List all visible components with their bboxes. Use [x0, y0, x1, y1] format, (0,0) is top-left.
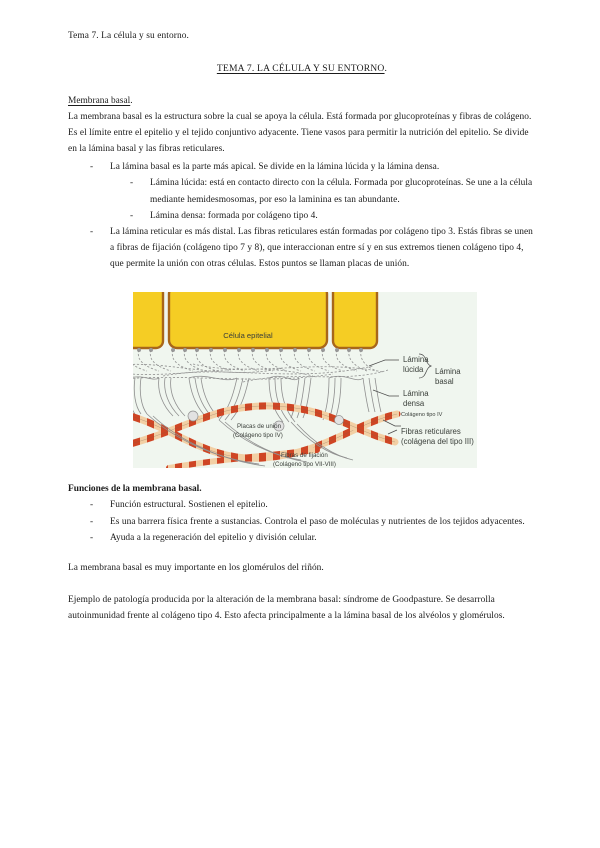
membrana-basal-paragraph: La membrana basal es la estructura sobre la cual se apoya la célula. Está formada por glucoproteínas y fibras de colágeno. Es el límite entre el epitelio y el tejido conjuntivo adyacente. Tiene vasos para permitir la nutrición del epitelio. Se divide en la lámina basal y las fibras reticulares. [68, 111, 532, 155]
lamina-basal-subbullets [68, 175, 536, 224]
list-item [68, 514, 536, 530]
figure-label-fibras-reticulares-line2: (colágena del tipo III) [401, 437, 474, 447]
page-title-period: . [384, 62, 388, 74]
list-item [68, 497, 536, 513]
list-item-text: La lámina basal es la parte más apical. Se divide en la lámina lúcida y la lámina densa. [110, 162, 440, 173]
figure-label-fibras-fijacion-line1: Fibras de fijación [281, 452, 328, 460]
bullet-dash-icon: - [130, 178, 134, 189]
figure-label-lamina-lucida-line1: Lámina [403, 355, 429, 365]
running-head: Tema 7. La célula y su entorno. [68, 31, 189, 41]
page-title-text: TEMA 7. LA CÉLULA Y SU ENTORNO [216, 62, 385, 74]
document-body [68, 30, 536, 626]
closing-paragraph-2: Ejemplo de patología producida por la alteración de la membrana basal: síndrome de Goodpasture. Se desarrolla autoinmunidad frente al colágeno tipo 4. Esto afecta principalmente a la lámina basal de los alvéolos y glomérulos. [68, 595, 505, 622]
list-item [68, 530, 536, 546]
bullet-dash-icon: - [90, 500, 94, 511]
paragraph-spacer [68, 546, 536, 560]
bullet-dash-icon: - [90, 226, 94, 237]
figure-canvas [133, 292, 477, 468]
figure-label-fibras-fijacion-line2: (Colágeno tipo VII-VIII) [273, 461, 336, 469]
figure-label-lamina-lucida-line2: lúcida [403, 365, 424, 375]
list-item-text: Función estructural. Sostienen el epitelio. [110, 500, 268, 511]
bullet-dash-icon: - [130, 210, 134, 221]
list-item [68, 159, 536, 224]
figure-label-lamina-basal-line1: Lámina [435, 367, 461, 377]
figure-label-fibras-reticulares-line1: Fibras reticulares [401, 427, 461, 437]
figure-label-lamina-densa-line2: densa [403, 399, 425, 409]
figure-label-celula-epitelial: Célula epitelial [223, 331, 273, 341]
list-item-text: Es una barrera física frente a sustancias. Controla el paso de moléculas y nutrientes de los tejidos adyacentes. [110, 516, 525, 527]
paragraph-spacer [68, 578, 536, 592]
figure-label-placas-union-line1: Placas de unión [237, 423, 282, 431]
section-heading-membrana-basal [68, 96, 536, 106]
list-item [68, 208, 536, 224]
list-item [68, 224, 536, 273]
list-item-text: La lámina reticular es más distal. Las fibras reticulares están formadas por colágeno tipo 3. Estás fibras se unen a fibras de fijación (colágeno tipo 7 y 8), que interaccionan entre sí y en sus extremos tienen colágeno tipo 4, que permite la unión con otras células. Estos puntos se llaman placas de unión. [110, 226, 533, 270]
bullet-dash-icon: - [90, 516, 94, 527]
figure-label-placas-union-line2: (Colágeno tipo IV) [233, 432, 283, 440]
list-item-text: Ayuda a la regeneración del epitelio y división celular. [110, 532, 317, 543]
figure-label-colageno-tipo-iv: Colágeno tipo IV [401, 412, 443, 419]
bullet-dash-icon: - [90, 162, 94, 173]
list-item [68, 175, 536, 207]
list-item-text: Lámina densa: formada por colágeno tipo 4. [150, 210, 318, 221]
figure-membrana-basal [133, 292, 477, 468]
page-title [68, 63, 536, 74]
section-heading-membrana-basal-text: Membrana basal [68, 95, 131, 106]
section-heading-membrana-basal-period: . [130, 95, 133, 106]
figure-label-lamina-densa-line1: Lámina [403, 389, 429, 399]
epithelial-cells [133, 292, 377, 348]
membrana-basal-diagram [133, 292, 477, 468]
membrana-basal-bullets [68, 159, 536, 272]
bullet-dash-icon: - [90, 532, 94, 543]
closing-paragraph-1: La membrana basal es muy importante en los glomérulos del riñón. [68, 562, 324, 573]
figure-label-lamina-basal-line2: basal [435, 377, 454, 387]
list-item-text: Lámina lúcida: está en contacto directo con la célula. Formada por glucoproteínas. Se une a la célula mediante hemidesmosomas, por eso la laminina es tan abundante. [150, 178, 533, 205]
section-heading-funciones: Funciones de la membrana basal. [68, 484, 202, 495]
funciones-bullets [68, 497, 536, 546]
